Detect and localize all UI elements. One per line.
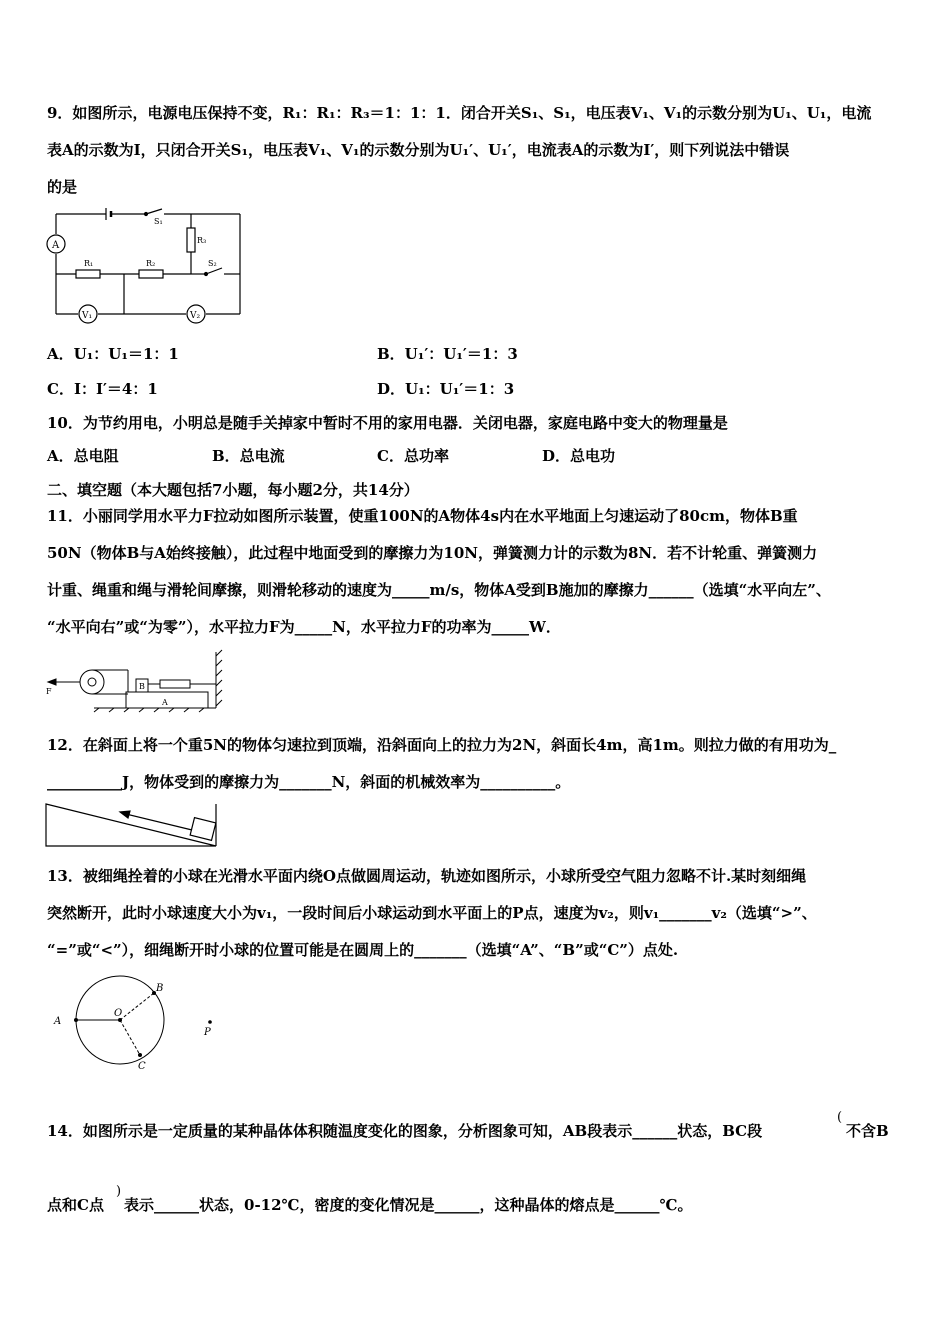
q14-paren-open: ( <box>837 1110 843 1125</box>
q11-line-3: 计重、绳重和绳与滑轮间摩擦，则滑轮移动的速度为_____m/s，物体A受到B施加的摩擦力______（选填“水平向左”、 <box>47 581 831 599</box>
q10-option-a: A．总电阻 <box>47 447 119 465</box>
q13-line-1: 13．被细绳拴着的小球在光滑水平面内绕O点做圆周运动，轨迹如图所示，小球所受空气阻力忽略不计.某时刻细绳 <box>47 867 807 885</box>
incline-diagram <box>44 800 220 852</box>
q12-line-2: __________J，物体受到的摩擦力为_______N，斜面的机械效率为__________。 <box>47 773 571 791</box>
q10-option-c: C．总功率 <box>377 447 449 465</box>
q10-option-d: D．总电功 <box>542 447 616 465</box>
force-label: F <box>46 687 52 696</box>
pulley-diagram <box>44 650 224 712</box>
q9-option-a: A．U₁：U₁＝1：1 <box>47 345 179 363</box>
block-b-label: B <box>139 682 145 691</box>
q13-line-2: 突然断开，此时小球速度大小为v₁，一段时间后小球运动到水平面上的P点，速度为v₂，则v₁_______v₂（选填“>”、 <box>47 904 817 922</box>
q11-line-2: 50N（物体B与A始终接触），此过程中地面受到的摩擦力为10N，弹簧测力计的示数为8N．若不计轮重、弹簧测力 <box>47 544 818 562</box>
section-2-heading: 二、填空题（本大题包括7小题，每小题2分，共14分） <box>47 481 419 499</box>
r3-label: R₃ <box>197 236 207 245</box>
r1-label: R₁ <box>84 259 94 268</box>
point-o-label: O <box>114 1008 123 1019</box>
point-p-label: P <box>204 1027 211 1038</box>
v1-label: V₁ <box>82 311 93 321</box>
q14-line-2-start: 点和C点 <box>47 1196 104 1214</box>
q14-paren-close: ) <box>116 1184 122 1199</box>
block-a-label: A <box>162 698 168 707</box>
q10-line-1: 10．为节约用电，小明总是随手关掉家中暂时不用的家用电器．关闭电器，家庭电路中变大的物理量是 <box>47 414 728 432</box>
q14-line-1: 14．如图所示是一定质量的某种晶体体积随温度变化的图象，分析图象可知，AB段表示______状态，BC段 <box>47 1122 763 1140</box>
q14-line-1-end: 不含B <box>846 1122 889 1140</box>
q13-line-3: “=”或“<”），细绳断开时小球的位置可能是在圆周上的_______（选填“A”、“B”或“C”）点处. <box>47 941 679 959</box>
s1-label: S₁ <box>154 217 163 226</box>
circle-motion-diagram <box>44 975 224 1075</box>
q9-line-3: 的是 <box>47 178 78 196</box>
point-a-label: A <box>54 1016 62 1027</box>
q9-line-2: 表A的示数为I，只闭合开关S₁，电压表V₁、V₁的示数分别为U₁′、U₁′，电流表A的示数为I′，则下列说法中错误 <box>47 141 790 159</box>
q11-line-1: 11．小丽同学用水平力F拉动如图所示装置，使重100N的A物体4s内在水平地面上匀速运动了80cm，物体B重 <box>47 507 798 525</box>
q9-option-d: D．U₁：U₁′＝1：3 <box>377 380 515 398</box>
q12-line-1: 12．在斜面上将一个重5N的物体匀速拉到顶端，沿斜面向上的拉力为2N，斜面长4m，高1m。则拉力做的有用功为_ <box>47 736 837 754</box>
q10-option-b: B．总电流 <box>212 447 285 465</box>
v2-label: V₂ <box>190 311 201 321</box>
point-c-label: C <box>138 1061 146 1072</box>
q9-option-b: B．U₁′：U₁′＝1：3 <box>377 345 518 363</box>
q9-line-1: 9．如图所示，电源电压保持不变，R₁：R₁：R₃＝1：1：1．闭合开关S₁、S₁，电压表V₁、V₁的示数分别为U₁、U₁，电流 <box>47 104 872 122</box>
q14-line-2: 表示______状态，0-12℃，密度的变化情况是______，这种晶体的熔点是______℃。 <box>124 1196 693 1214</box>
r2-label: R₂ <box>146 259 156 268</box>
s2-label: S₂ <box>208 259 217 268</box>
q11-line-4: “水平向右”或“为零”），水平拉力F为_____N，水平拉力F的功率为_____W． <box>47 618 561 636</box>
q9-option-c: C．I：I′＝4：1 <box>47 380 158 398</box>
circuit-diagram <box>44 206 250 326</box>
ammeter-label: A <box>52 240 60 251</box>
point-b-label: B <box>156 983 164 994</box>
